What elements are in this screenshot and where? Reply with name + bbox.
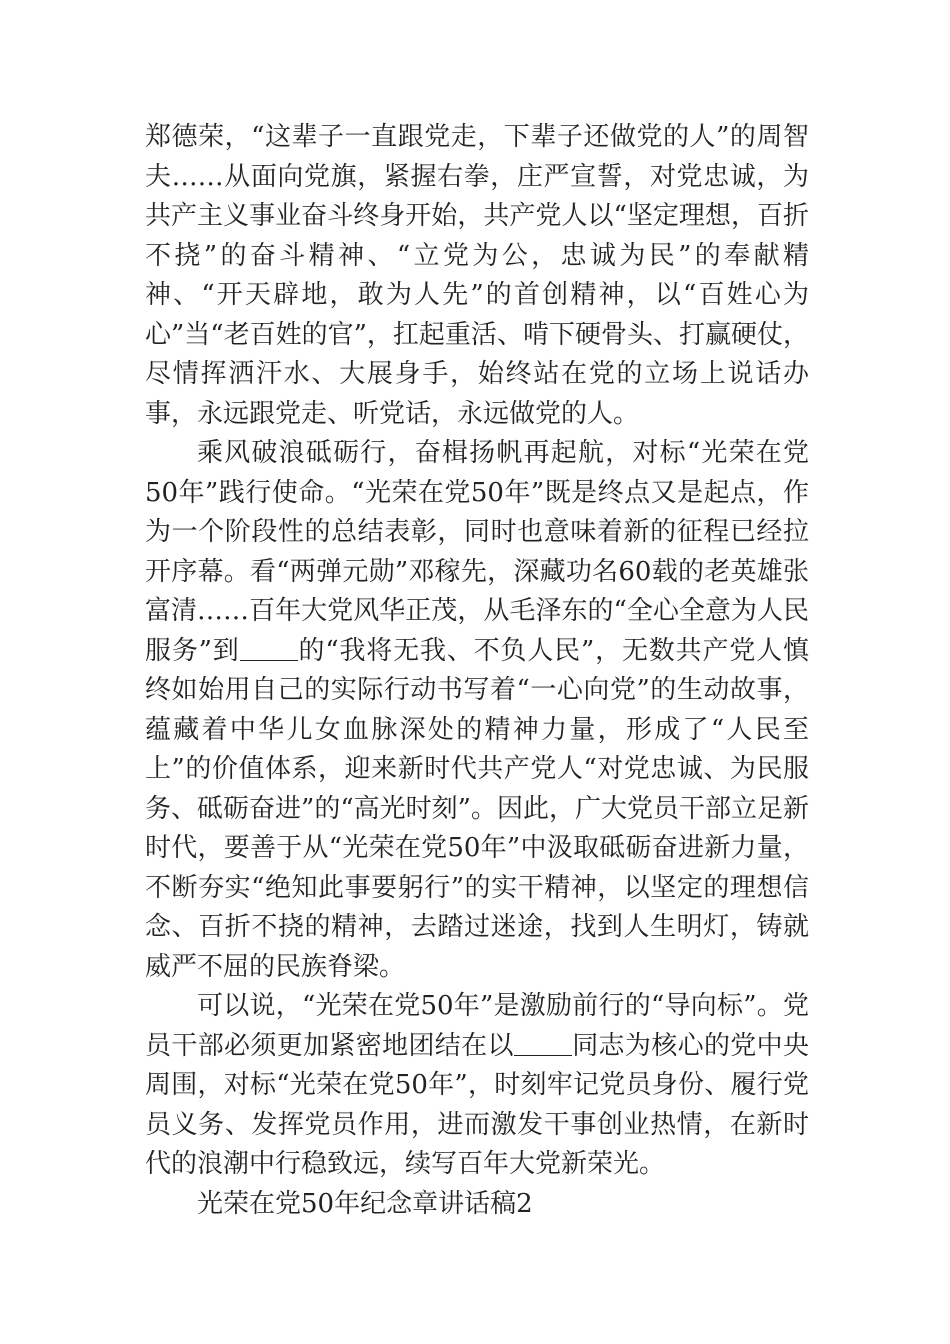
document-page — [145, 118, 809, 1224]
section-heading — [145, 1185, 809, 1225]
section-heading-text: 光荣在党50年纪念章讲话稿2 — [197, 1188, 533, 1219]
paragraph-3 — [145, 987, 809, 1185]
fill-blank-2 — [514, 1029, 572, 1056]
fill-blank-1 — [240, 634, 298, 661]
paragraph-2 — [145, 434, 809, 987]
paragraph-1-text: 郑德荣，“这辈子一直跟党走，下辈子还做党的人”的周智夫……从面向党旗，紧握右拳，庄严宣誓，对党忠诚，为共产主义事业奋斗终身开始，共产党人以“坚定理想，百折不挠”的奋斗精神、“立党为公，忠诚为民”的奉献精神、“开天辟地，敢为人先”的首创精神，以“百姓心为心”当“老百姓的官”，扛起重活、啃下硬骨头、打赢硬仗，尽情挥洒汗水、大展身手，始终站在党的立场上说话办事，永远跟党走、听党话，永远做党的人。 — [145, 122, 809, 429]
paragraph-2-text-a: 乘风破浪砥砺行，奋楫扬帆再起航，对标“光荣在党50年”践行使命。“光荣在党50年”既是终点又是起点，作为一个阶段性的总结表彰，同时也意味着新的征程已经拉开序幕。看“两弹元勋”邓稼先，深藏功名60载的老英雄张富清……百年大党风华正茂，从毛泽东的“全心全意为人民服务”到 — [145, 438, 809, 666]
paragraph-2-text-b: 的“我将无我、不负人民”，无数共产党人慎终如始用自己的实际行动书写着“一心向党”的生动故事，蕴藏着中华儿女血脉深处的精神力量，形成了“人民至上”的价值体系，迎来新时代共产党人“对党忠诚、为民服务、砥砺奋进”的“高光时刻”。因此，广大党员干部立足新时代，要善于从“光荣在党50年”中汲取砥砺奋进新力量，不断夯实“绝知此事要躬行”的实干精神，以坚定的理想信念、百折不挠的精神，去踏过迷途，找到人生明灯，铸就威严不屈的民族脊梁。 — [145, 635, 809, 982]
paragraph-1 — [145, 118, 809, 434]
paragraph-3-text-a: 可以说，“光荣在党50年”是激励前行的“导向标”。党员干部必须更加紧密地团结在以 — [145, 991, 809, 1061]
paragraph-3-text-b: 同志为核心的党中央周围，对标“光荣在党50年”，时刻牢记党员身份、履行党员义务、发挥党员作用，进而激发干事创业热情，在新时代的浪潮中行稳致远，续写百年大党新荣光。 — [145, 1030, 809, 1179]
